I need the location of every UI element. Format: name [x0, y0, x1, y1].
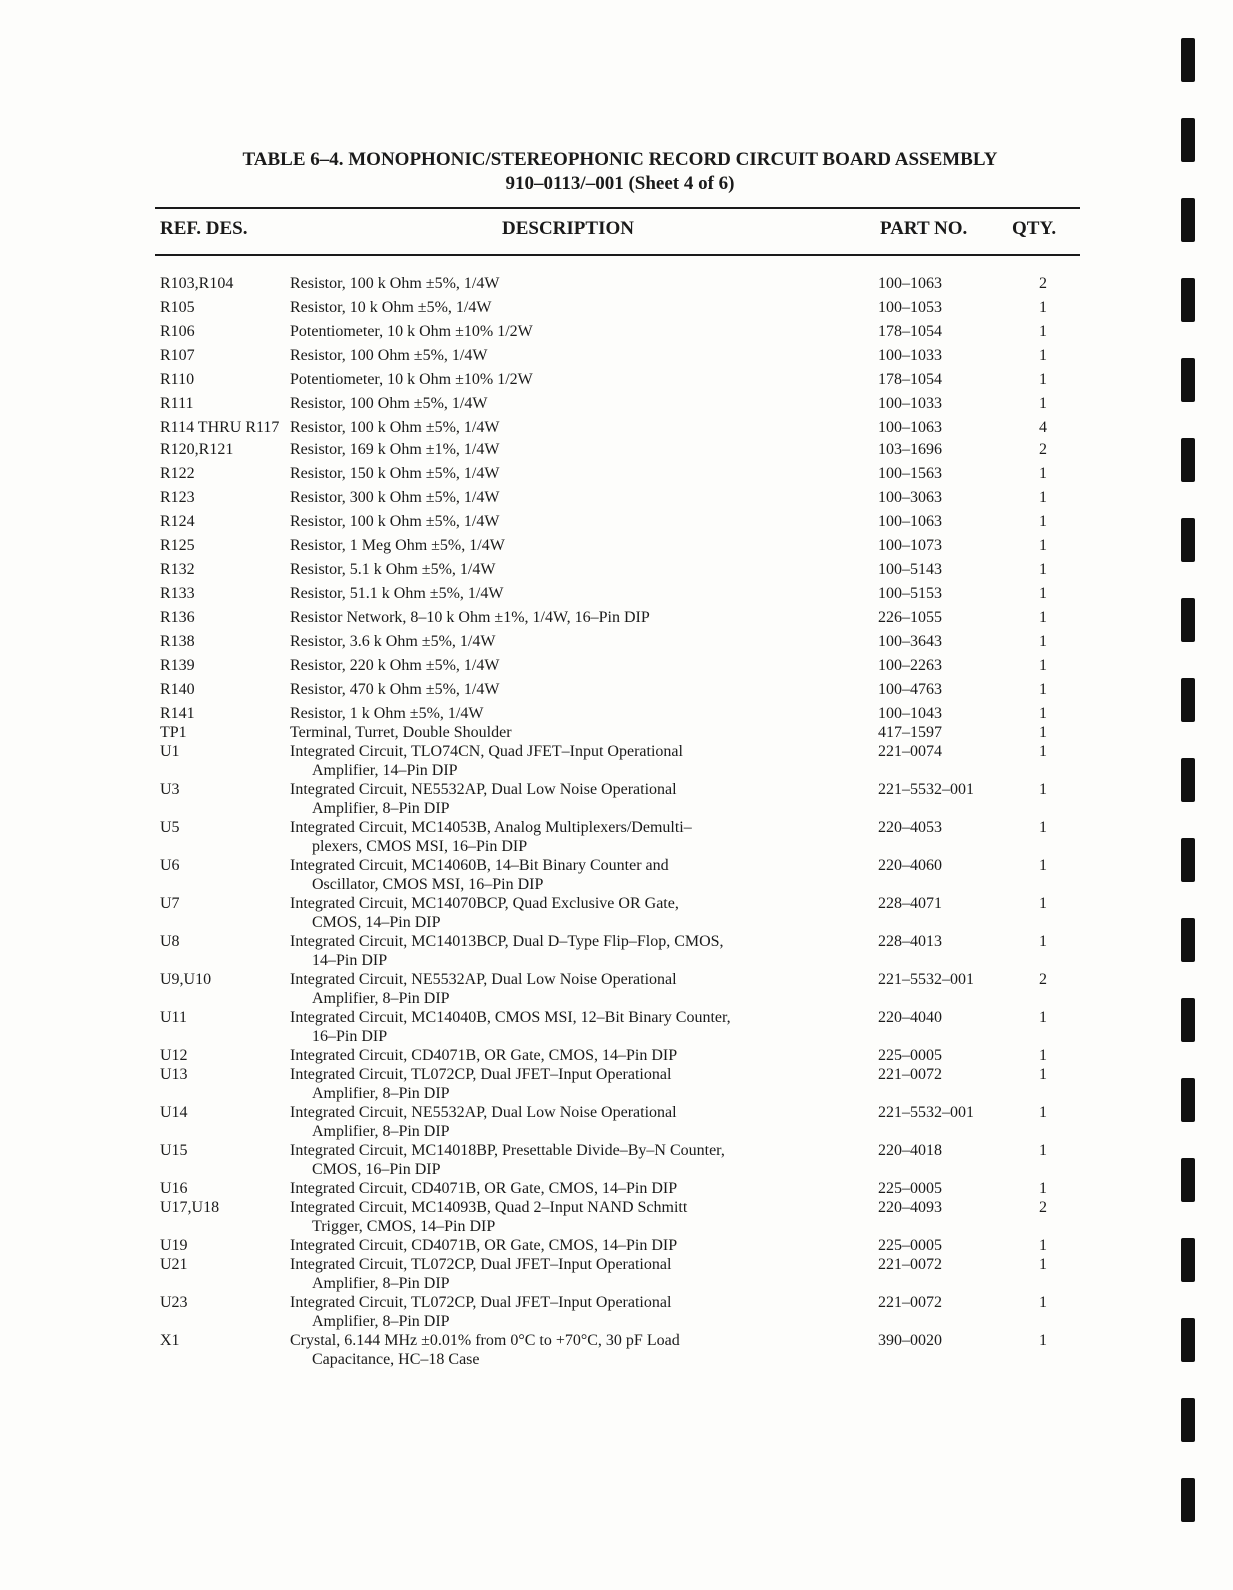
description-line: Integrated Circuit, CD4071B, OR Gate, CMOS, 14–Pin DIP — [290, 1237, 678, 1254]
description-cell — [290, 274, 878, 293]
column-header-ref: REF. DES. — [160, 218, 248, 239]
binding-mark — [1181, 598, 1195, 642]
table-row — [160, 1179, 1080, 1198]
description-cell — [290, 1179, 878, 1198]
ref-des-cell: R138 — [160, 633, 195, 650]
table-row — [160, 1331, 1080, 1369]
description-line: Integrated Circuit, MC14013BCP, Dual D–Type Flip–Flop, CMOS, — [290, 933, 724, 950]
description-cell — [290, 298, 878, 317]
description-line: Integrated Circuit, MC14053B, Analog Multiplexers/Demulti– — [290, 819, 692, 836]
ref-des-cell: TP1 — [160, 724, 187, 741]
ref-des-cell: U19 — [160, 1237, 188, 1254]
description-line: Integrated Circuit, TLO74CN, Quad JFET–Input Operational — [290, 743, 683, 760]
description-cell — [290, 970, 878, 1008]
ref-des-cell: R122 — [160, 465, 195, 482]
description-line: Amplifier, 8–Pin DIP — [312, 990, 450, 1007]
quantity-cell: 1 — [1039, 585, 1047, 602]
ref-des-cell: R133 — [160, 585, 195, 602]
table-row — [160, 512, 1080, 531]
description-cell — [290, 894, 878, 932]
part-number-cell: 228–4013 — [878, 933, 942, 950]
part-number-cell: 221–5532–001 — [878, 781, 974, 798]
part-number-cell: 417–1597 — [878, 724, 942, 741]
part-number-cell: 100–5153 — [878, 585, 942, 602]
part-number-cell: 178–1054 — [878, 371, 942, 388]
ref-des-cell: R141 — [160, 705, 195, 722]
part-number-cell: 100–1563 — [878, 465, 942, 482]
quantity-cell: 1 — [1039, 323, 1047, 340]
table-row — [160, 1236, 1080, 1255]
description-cell — [290, 656, 878, 675]
quantity-cell: 2 — [1039, 275, 1047, 292]
binding-mark — [1181, 758, 1195, 802]
quantity-cell: 1 — [1039, 705, 1047, 722]
description-cell — [290, 1331, 878, 1369]
ref-des-cell: U15 — [160, 1142, 188, 1159]
table-row — [160, 370, 1080, 389]
binding-mark — [1181, 1238, 1195, 1282]
description-line: Integrated Circuit, CD4071B, OR Gate, CMOS, 14–Pin DIP — [290, 1180, 678, 1197]
description-line: Resistor, 220 k Ohm ±5%, 1/4W — [290, 657, 500, 674]
description-cell — [290, 440, 878, 459]
quantity-cell: 1 — [1039, 537, 1047, 554]
quantity-cell: 1 — [1039, 1237, 1047, 1254]
binding-mark — [1181, 38, 1195, 82]
ref-des-cell: R114 THRU R117 — [160, 419, 280, 436]
part-number-cell: 221–5532–001 — [878, 1104, 974, 1121]
part-number-cell: 220–4053 — [878, 819, 942, 836]
ref-des-cell: U23 — [160, 1294, 188, 1311]
part-number-cell: 221–5532–001 — [878, 971, 974, 988]
description-line: Resistor, 150 k Ohm ±5%, 1/4W — [290, 465, 500, 482]
description-cell — [290, 632, 878, 651]
binding-mark — [1181, 998, 1195, 1042]
description-cell — [290, 704, 878, 723]
ref-des-cell: U12 — [160, 1047, 188, 1064]
description-line: 16–Pin DIP — [312, 1028, 388, 1045]
ref-des-cell: R132 — [160, 561, 195, 578]
description-line: Resistor, 100 k Ohm ±5%, 1/4W — [290, 513, 500, 530]
table-row — [160, 742, 1080, 780]
description-cell — [290, 932, 878, 970]
quantity-cell: 1 — [1039, 465, 1047, 482]
description-line: Integrated Circuit, CD4071B, OR Gate, CMOS, 14–Pin DIP — [290, 1047, 678, 1064]
description-line: Amplifier, 8–Pin DIP — [312, 1123, 450, 1140]
ref-des-cell: R136 — [160, 609, 195, 626]
quantity-cell: 2 — [1039, 1199, 1047, 1216]
table-row — [160, 932, 1080, 970]
quantity-cell: 1 — [1039, 347, 1047, 364]
description-line: Integrated Circuit, MC14070BCP, Quad Exclusive OR Gate, — [290, 895, 679, 912]
part-number-cell: 225–0005 — [878, 1047, 942, 1064]
quantity-cell: 1 — [1039, 681, 1047, 698]
description-line: Resistor, 470 k Ohm ±5%, 1/4W — [290, 681, 500, 698]
part-number-cell: 100–1033 — [878, 347, 942, 364]
description-line: Resistor, 1 k Ohm ±5%, 1/4W — [290, 705, 484, 722]
table-row — [160, 322, 1080, 341]
description-cell — [290, 780, 878, 818]
binding-mark — [1181, 278, 1195, 322]
header-bottom-rule — [155, 254, 1080, 256]
ref-des-cell: U7 — [160, 895, 180, 912]
binding-mark — [1181, 1478, 1195, 1522]
table-row — [160, 818, 1080, 856]
ref-des-cell: R107 — [160, 347, 195, 364]
part-number-cell: 221–0074 — [878, 743, 942, 760]
binding-mark — [1181, 518, 1195, 562]
ref-des-cell: U6 — [160, 857, 180, 874]
table-row — [160, 1046, 1080, 1065]
description-cell — [290, 1065, 878, 1103]
part-number-cell: 100–1063 — [878, 275, 942, 292]
description-cell — [290, 418, 878, 437]
description-cell — [290, 394, 878, 413]
table-row — [160, 560, 1080, 579]
part-number-cell: 100–1073 — [878, 537, 942, 554]
description-line: Oscillator, CMOS MSI, 16–Pin DIP — [312, 876, 544, 893]
quantity-cell: 1 — [1039, 1256, 1047, 1273]
part-number-cell: 100–1063 — [878, 513, 942, 530]
description-cell — [290, 723, 878, 742]
description-cell — [290, 1008, 878, 1046]
description-cell — [290, 1198, 878, 1236]
quantity-cell: 1 — [1039, 1104, 1047, 1121]
table-row — [160, 488, 1080, 507]
description-line: Amplifier, 14–Pin DIP — [312, 762, 458, 779]
binding-mark — [1181, 438, 1195, 482]
ref-des-cell: R139 — [160, 657, 195, 674]
quantity-cell: 1 — [1039, 633, 1047, 650]
table-title — [175, 148, 1065, 196]
part-number-cell: 220–4018 — [878, 1142, 942, 1159]
table-row — [160, 1293, 1080, 1331]
table-row — [160, 298, 1080, 317]
description-line: Amplifier, 8–Pin DIP — [312, 1275, 450, 1292]
quantity-cell: 1 — [1039, 657, 1047, 674]
description-line: Resistor, 300 k Ohm ±5%, 1/4W — [290, 489, 500, 506]
ref-des-cell: U17,U18 — [160, 1199, 220, 1216]
description-cell — [290, 608, 878, 627]
description-line: Capacitance, HC–18 Case — [312, 1351, 480, 1368]
column-header-part: PART NO. — [880, 218, 968, 239]
ref-des-cell: R125 — [160, 537, 195, 554]
table-title-line2: 910–0113/–001 (Sheet 4 of 6) — [505, 173, 735, 194]
description-line: Integrated Circuit, MC14060B, 14–Bit Binary Counter and — [290, 857, 669, 874]
description-cell — [290, 742, 878, 780]
ref-des-cell: R105 — [160, 299, 195, 316]
description-cell — [290, 560, 878, 579]
description-line: Integrated Circuit, MC14093B, Quad 2–Input NAND Schmitt — [290, 1199, 688, 1216]
part-number-cell: 221–0072 — [878, 1294, 942, 1311]
part-number-cell: 221–0072 — [878, 1256, 942, 1273]
table-row — [160, 780, 1080, 818]
table-row — [160, 1065, 1080, 1103]
ref-des-cell: U8 — [160, 933, 180, 950]
column-header-qty: QTY. — [1012, 218, 1057, 239]
description-cell — [290, 346, 878, 365]
binding-mark — [1181, 678, 1195, 722]
description-line: Potentiometer, 10 k Ohm ±10% 1/2W — [290, 371, 533, 388]
quantity-cell: 1 — [1039, 1294, 1047, 1311]
description-line: Integrated Circuit, TL072CP, Dual JFET–Input Operational — [290, 1256, 672, 1273]
quantity-cell: 1 — [1039, 1180, 1047, 1197]
description-line: Crystal, 6.144 MHz ±0.01% from 0°C to +70°C, 30 pF Load — [290, 1332, 680, 1349]
table-row — [160, 894, 1080, 932]
table-row — [160, 274, 1080, 293]
binding-mark — [1181, 1078, 1195, 1122]
description-line: Amplifier, 8–Pin DIP — [312, 1313, 450, 1330]
quantity-cell: 1 — [1039, 1066, 1047, 1083]
description-cell — [290, 1141, 878, 1179]
column-header-description: DESCRIPTION — [502, 218, 634, 239]
binding-mark — [1181, 838, 1195, 882]
table-row — [160, 1008, 1080, 1046]
quantity-cell: 1 — [1039, 781, 1047, 798]
part-number-cell: 390–0020 — [878, 1332, 942, 1349]
part-number-cell: 100–4763 — [878, 681, 942, 698]
description-line: Integrated Circuit, TL072CP, Dual JFET–Input Operational — [290, 1066, 672, 1083]
description-line: Integrated Circuit, TL072CP, Dual JFET–Input Operational — [290, 1294, 672, 1311]
table-row — [160, 704, 1080, 723]
description-cell — [290, 1293, 878, 1331]
description-line: CMOS, 16–Pin DIP — [312, 1161, 441, 1178]
part-number-cell: 100–3643 — [878, 633, 942, 650]
description-line: Resistor, 1 Meg Ohm ±5%, 1/4W — [290, 537, 505, 554]
description-line: Resistor, 169 k Ohm ±1%, 1/4W — [290, 441, 500, 458]
header-top-rule — [155, 207, 1080, 209]
ref-des-cell: U21 — [160, 1256, 188, 1273]
description-line: Resistor, 100 Ohm ±5%, 1/4W — [290, 347, 488, 364]
part-number-cell: 100–1043 — [878, 705, 942, 722]
ref-des-cell: R140 — [160, 681, 195, 698]
part-number-cell: 220–4040 — [878, 1009, 942, 1026]
part-number-cell: 100–3063 — [878, 489, 942, 506]
binding-mark — [1181, 1398, 1195, 1442]
table-row — [160, 1141, 1080, 1179]
table-row — [160, 656, 1080, 675]
quantity-cell: 1 — [1039, 609, 1047, 626]
ref-des-cell: U14 — [160, 1104, 188, 1121]
table-row — [160, 584, 1080, 603]
description-line: 14–Pin DIP — [312, 952, 388, 969]
description-line: Amplifier, 8–Pin DIP — [312, 800, 450, 817]
quantity-cell: 1 — [1039, 561, 1047, 578]
ref-des-cell: R110 — [160, 371, 195, 388]
description-line: Resistor, 100 k Ohm ±5%, 1/4W — [290, 419, 500, 436]
table-row — [160, 394, 1080, 413]
description-line: Amplifier, 8–Pin DIP — [312, 1085, 450, 1102]
quantity-cell: 1 — [1039, 371, 1047, 388]
description-cell — [290, 536, 878, 555]
ref-des-cell: U5 — [160, 819, 180, 836]
table-row — [160, 608, 1080, 627]
description-cell — [290, 464, 878, 483]
table-row — [160, 536, 1080, 555]
quantity-cell: 1 — [1039, 489, 1047, 506]
part-number-cell: 221–0072 — [878, 1066, 942, 1083]
part-number-cell: 100–2263 — [878, 657, 942, 674]
quantity-cell: 1 — [1039, 299, 1047, 316]
description-line: Integrated Circuit, MC14018BP, Presettable Divide–By–N Counter, — [290, 1142, 725, 1159]
description-cell — [290, 512, 878, 531]
part-number-cell: 225–0005 — [878, 1180, 942, 1197]
part-number-cell: 100–1063 — [878, 419, 942, 436]
part-number-cell: 100–1053 — [878, 299, 942, 316]
quantity-cell: 1 — [1039, 1332, 1047, 1349]
binding-mark — [1181, 1158, 1195, 1202]
description-cell — [290, 1236, 878, 1255]
table-row — [160, 723, 1080, 742]
part-number-cell: 228–4071 — [878, 895, 942, 912]
description-line: Resistor, 5.1 k Ohm ±5%, 1/4W — [290, 561, 496, 578]
ref-des-cell: U16 — [160, 1180, 188, 1197]
table-row — [160, 464, 1080, 483]
binding-mark — [1181, 1318, 1195, 1362]
description-line: Resistor, 3.6 k Ohm ±5%, 1/4W — [290, 633, 496, 650]
quantity-cell: 2 — [1039, 441, 1047, 458]
table-row — [160, 970, 1080, 1008]
description-line: plexers, CMOS MSI, 16–Pin DIP — [312, 838, 528, 855]
description-line: Terminal, Turret, Double Shoulder — [290, 724, 512, 741]
ref-des-cell: U1 — [160, 743, 180, 760]
description-cell — [290, 488, 878, 507]
ref-des-cell: R123 — [160, 489, 195, 506]
table-row — [160, 680, 1080, 699]
part-number-cell: 220–4093 — [878, 1199, 942, 1216]
part-number-cell: 100–1033 — [878, 395, 942, 412]
description-line: Potentiometer, 10 k Ohm ±10% 1/2W — [290, 323, 533, 340]
description-line: Resistor, 51.1 k Ohm ±5%, 1/4W — [290, 585, 504, 602]
ref-des-cell: R124 — [160, 513, 195, 530]
quantity-cell: 1 — [1039, 895, 1047, 912]
ref-des-cell: R111 — [160, 395, 194, 412]
description-cell — [290, 1103, 878, 1141]
description-line: Resistor Network, 8–10 k Ohm ±1%, 1/4W, 16–Pin DIP — [290, 609, 650, 626]
ref-des-cell: X1 — [160, 1332, 180, 1349]
table-title-line1: TABLE 6–4. MONOPHONIC/STEREOPHONIC RECORD CIRCUIT BOARD ASSEMBLY — [242, 149, 998, 170]
quantity-cell: 2 — [1039, 971, 1047, 988]
description-line: Integrated Circuit, MC14040B, CMOS MSI, 12–Bit Binary Counter, — [290, 1009, 731, 1026]
description-line: Resistor, 10 k Ohm ±5%, 1/4W — [290, 299, 492, 316]
table-row — [160, 1103, 1080, 1141]
part-number-cell: 220–4060 — [878, 857, 942, 874]
ref-des-cell: U3 — [160, 781, 180, 798]
description-line: Integrated Circuit, NE5532AP, Dual Low Noise Operational — [290, 1104, 677, 1121]
ref-des-cell: U11 — [160, 1009, 187, 1026]
description-line: Integrated Circuit, NE5532AP, Dual Low Noise Operational — [290, 781, 677, 798]
description-line: Resistor, 100 k Ohm ±5%, 1/4W — [290, 275, 500, 292]
ref-des-cell: R120,R121 — [160, 441, 234, 458]
quantity-cell: 1 — [1039, 819, 1047, 836]
ref-des-cell: R103,R104 — [160, 275, 234, 292]
quantity-cell: 1 — [1039, 1142, 1047, 1159]
binding-mark — [1181, 198, 1195, 242]
quantity-cell: 1 — [1039, 933, 1047, 950]
ref-des-cell: U13 — [160, 1066, 188, 1083]
part-number-cell: 103–1696 — [878, 441, 942, 458]
table-row — [160, 1198, 1080, 1236]
binding-mark — [1181, 118, 1195, 162]
description-cell — [290, 322, 878, 341]
table-row — [160, 418, 1080, 437]
part-number-cell: 225–0005 — [878, 1237, 942, 1254]
description-cell — [290, 856, 878, 894]
quantity-cell: 1 — [1039, 395, 1047, 412]
description-line: Integrated Circuit, NE5532AP, Dual Low Noise Operational — [290, 971, 677, 988]
quantity-cell: 1 — [1039, 857, 1047, 874]
description-line: Trigger, CMOS, 14–Pin DIP — [312, 1218, 496, 1235]
quantity-cell: 1 — [1039, 1009, 1047, 1026]
description-cell — [290, 680, 878, 699]
description-cell — [290, 584, 878, 603]
table-row — [160, 440, 1080, 459]
ref-des-cell: U9,U10 — [160, 971, 212, 988]
ref-des-cell: R106 — [160, 323, 195, 340]
table-row — [160, 632, 1080, 651]
table-row — [160, 1255, 1080, 1293]
quantity-cell: 1 — [1039, 743, 1047, 760]
part-number-cell: 226–1055 — [878, 609, 942, 626]
binding-mark — [1181, 358, 1195, 402]
quantity-cell: 4 — [1039, 419, 1047, 436]
description-cell — [290, 1046, 878, 1065]
part-number-cell: 178–1054 — [878, 323, 942, 340]
binding-mark — [1181, 918, 1195, 962]
quantity-cell: 1 — [1039, 513, 1047, 530]
binding-edge-marks — [1181, 38, 1201, 1558]
part-number-cell: 100–5143 — [878, 561, 942, 578]
description-cell — [290, 1255, 878, 1293]
description-line: CMOS, 14–Pin DIP — [312, 914, 441, 931]
parts-table-body — [160, 274, 1080, 1369]
table-row — [160, 346, 1080, 365]
quantity-cell: 1 — [1039, 724, 1047, 741]
description-cell — [290, 370, 878, 389]
table-row — [160, 856, 1080, 894]
description-line: Resistor, 100 Ohm ±5%, 1/4W — [290, 395, 488, 412]
quantity-cell: 1 — [1039, 1047, 1047, 1064]
description-cell — [290, 818, 878, 856]
